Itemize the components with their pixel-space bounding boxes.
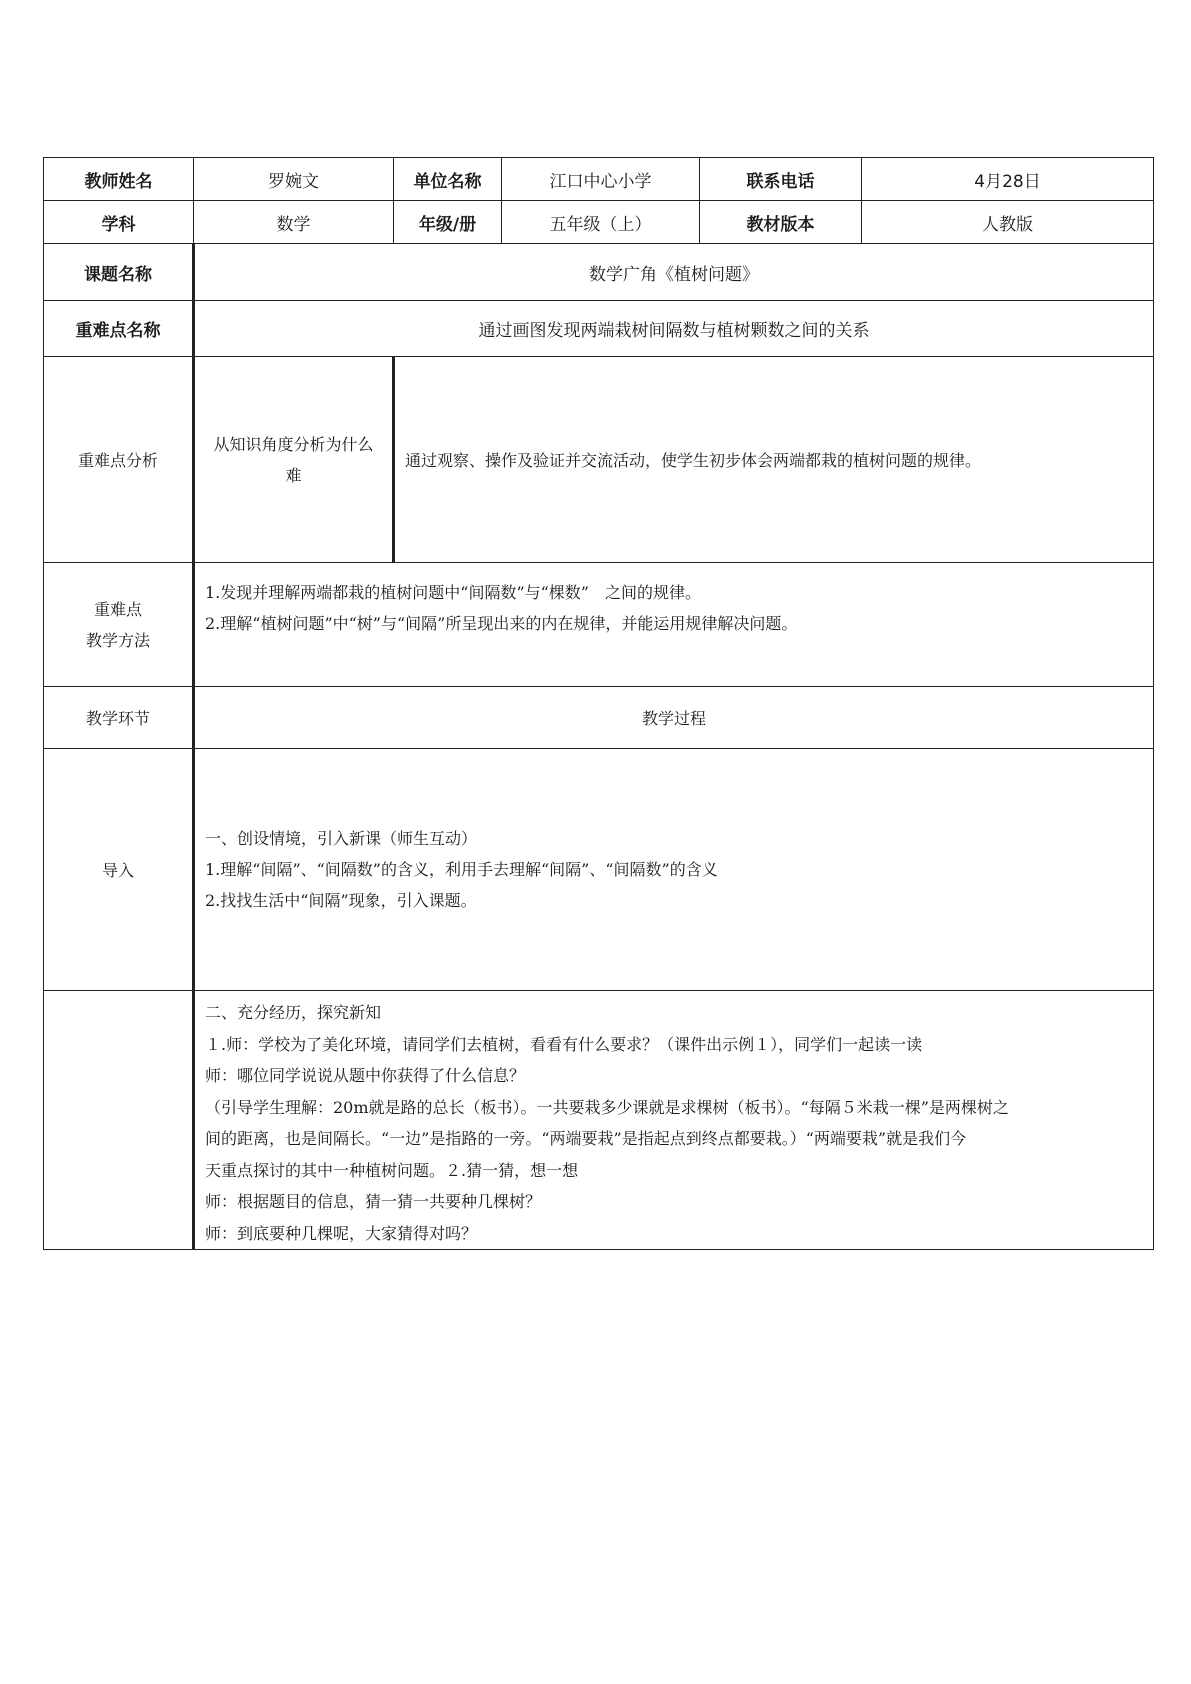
info-row-1 [44,158,1154,201]
explore-line-8: 师：到底要种几棵呢，大家猜得对吗？ [205,1223,478,1243]
keypoint-row [44,301,1154,357]
analysis-sub-label: 从知识角度分析为什么难 [194,357,394,563]
lesson-plan-table [43,157,1154,1250]
keypoint-label: 重难点名称 [44,301,194,357]
intro-line-2: 1.理解“间隔”、“间隔数”的含义，利用手去理解“间隔”、“间隔数”的含义 [205,860,718,879]
method-label-line-1: 重难点 [93,599,142,619]
analysis-value: 通过观察、操作及验证并交流活动，使学生初步体会两端都栽的植树问题的规律。 [394,357,1154,563]
subject-label: 学科 [44,201,194,244]
edition-label: 教材版本 [700,201,862,244]
explore-line-4: （引导学生理解：20m就是路的总长（板书）。一共要栽多少课就是求棵树（板书）。“每隔５米栽一棵”是两棵树之 [205,1097,1009,1117]
teacher-name-value: 罗婉文 [194,158,394,201]
process-header-row [44,687,1154,749]
grade-value: 五年级（上） [502,201,700,244]
teacher-name-label: 教师姓名 [44,158,194,201]
keypoint-value: 通过画图发现两端栽树间隔数与植树颗数之间的关系 [194,301,1154,357]
unit-name-value: 江口中心小学 [502,158,700,201]
info-row-2 [44,201,1154,244]
explore-line-3: 师：哪位同学说说从题中你获得了什么信息？ [205,1066,526,1085]
explore-line-2: １.师：学校为了美化环境，请同学们去植树，看看有什么要求？（课件出示例１），同学们一起读一读 [205,1034,923,1054]
process-label: 教学过程 [194,687,1154,749]
method-line-2: 2.理解“植树问题”中“树”与“间隔”所呈现出来的内在规律，并能运用规律解决问题。 [205,614,798,633]
explore-line-7: 师：根据题目的信息，猜一猜一共要种几棵树？ [205,1192,542,1211]
method-label-line-2: 教学方法 [85,630,150,650]
topic-row [44,244,1154,301]
method-label [44,563,194,687]
intro-row [44,749,1154,991]
explore-content [194,991,1154,1250]
explore-line-1: 二、充分经历，探究新知 [205,1003,382,1022]
explore-line-5: 间的距离，也是间隔长。“一边”是指路的一旁。“两端要栽”是指起点到终点都要栽。）“两端要栽”就是我们今 [205,1129,967,1148]
topic-value: 数学广角《植树问题》 [194,244,1154,301]
method-content [194,563,1154,687]
method-line-1: 1.发现并理解两端都栽的植树问题中“间隔数”与“棵数” 之间的规律。 [205,583,701,602]
unit-name-label: 单位名称 [394,158,502,201]
analysis-label: 重难点分析 [44,357,194,563]
intro-label: 导入 [44,749,194,991]
edition-value: 人教版 [862,201,1154,244]
phone-value: 4月28日 [862,158,1154,201]
explore-label [44,991,194,1250]
grade-label: 年级/册 [394,201,502,244]
subject-value: 数学 [194,201,394,244]
method-row [44,563,1154,687]
intro-line-1: 一、创设情境，引入新课（师生互动） [205,829,478,848]
explore-row [44,991,1154,1250]
topic-label: 课题名称 [44,244,194,301]
analysis-row [44,357,1154,563]
explore-line-6: 天重点探讨的其中一种植树问题。２.猜一猜，想一想 [205,1160,579,1180]
intro-content [194,749,1154,991]
process-stage-label: 教学环节 [44,687,194,749]
intro-line-3: 2.找找生活中“间隔”现象，引入课题。 [205,891,477,910]
phone-label: 联系电话 [700,158,862,201]
